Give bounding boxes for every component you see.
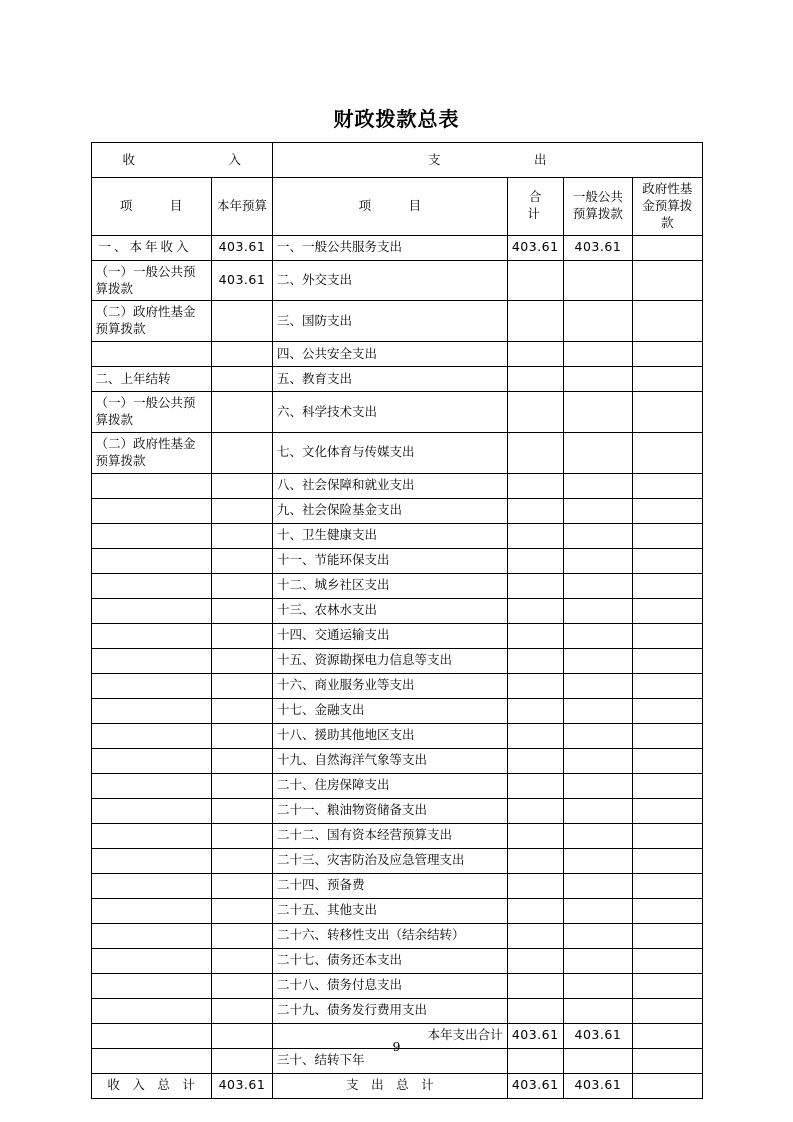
expenditure-fund	[633, 548, 702, 573]
expenditure-item-label: 二十九、债务发行费用支出	[273, 998, 508, 1023]
table-column-header-row	[91, 178, 702, 236]
expenditure-fund	[633, 573, 702, 598]
income-item-label: （二）政府性基金预算拨款	[91, 301, 211, 342]
expenditure-fund	[633, 342, 702, 367]
expenditure-total	[507, 573, 563, 598]
expenditure-general	[563, 260, 632, 301]
income-item-value	[211, 648, 272, 673]
expenditure-general	[563, 673, 632, 698]
income-item-label: 一、本年收入	[91, 235, 211, 260]
col-header-income-year-budget: 本年预算	[211, 178, 272, 236]
table-row	[91, 898, 702, 923]
expenditure-general	[563, 873, 632, 898]
expenditure-item-label: 四、公共安全支出	[273, 342, 508, 367]
group-header-expenditure: 支 出	[273, 143, 702, 178]
expenditure-general	[563, 523, 632, 548]
table-row	[91, 723, 702, 748]
expenditure-fund	[633, 998, 702, 1023]
col-header-exp-gov-fund: 政府性基金预算拨款	[633, 178, 702, 236]
expenditure-item-label: 二十六、转移性支出（结余结转）	[273, 923, 508, 948]
expenditure-general	[563, 698, 632, 723]
carryover-label: 三十、结转下年	[273, 1048, 508, 1073]
table-row	[91, 748, 702, 773]
subtotal-total: 403.61	[507, 1023, 563, 1048]
expenditure-item-label: 十九、自然海洋气象等支出	[273, 748, 508, 773]
table-row	[91, 823, 702, 848]
income-item-label	[91, 498, 211, 523]
table-row	[91, 673, 702, 698]
expenditure-grand-total: 403.61	[507, 1073, 563, 1098]
expenditure-general	[563, 848, 632, 873]
income-item-label	[91, 673, 211, 698]
expenditure-fund	[633, 948, 702, 973]
income-item-label	[91, 748, 211, 773]
expenditure-general	[563, 301, 632, 342]
income-item-label	[91, 973, 211, 998]
expenditure-fund	[633, 773, 702, 798]
income-item-value: 403.61	[211, 235, 272, 260]
table-row	[91, 498, 702, 523]
expenditure-total: 403.61	[507, 235, 563, 260]
expenditure-item-label: 七、文化体育与传媒支出	[273, 432, 508, 473]
expenditure-fund	[633, 923, 702, 948]
expenditure-fund	[633, 392, 702, 433]
expenditure-fund	[633, 473, 702, 498]
income-item-value: 403.61	[211, 260, 272, 301]
table-total-row	[91, 1073, 702, 1098]
expenditure-grand-general: 403.61	[563, 1073, 632, 1098]
expenditure-total	[507, 923, 563, 948]
income-total-value: 403.61	[211, 1073, 272, 1098]
expenditure-total	[507, 260, 563, 301]
table-row	[91, 432, 702, 473]
expenditure-item-label: 三、国防支出	[273, 301, 508, 342]
expenditure-item-label: 十三、农林水支出	[273, 598, 508, 623]
expenditure-total	[507, 748, 563, 773]
table-row	[91, 573, 702, 598]
expenditure-total	[507, 498, 563, 523]
table-row	[91, 923, 702, 948]
income-item-label	[91, 698, 211, 723]
income-item-value	[211, 698, 272, 723]
expenditure-total	[507, 798, 563, 823]
expenditure-general	[563, 392, 632, 433]
expenditure-general	[563, 723, 632, 748]
table-row	[91, 235, 702, 260]
expenditure-item-label: 十六、商业服务业等支出	[273, 673, 508, 698]
expenditure-fund	[633, 498, 702, 523]
table-row	[91, 623, 702, 648]
expenditure-general	[563, 473, 632, 498]
col-header-exp-general-public: 一般公共预算拨款	[563, 178, 632, 236]
expenditure-total	[507, 823, 563, 848]
expenditure-total	[507, 948, 563, 973]
table-row	[91, 848, 702, 873]
expenditure-fund	[633, 898, 702, 923]
expenditure-total	[507, 848, 563, 873]
expenditure-fund	[633, 623, 702, 648]
income-item-value	[211, 898, 272, 923]
income-item-label	[91, 948, 211, 973]
income-item-value	[211, 573, 272, 598]
income-item-value	[211, 748, 272, 773]
expenditure-total	[507, 473, 563, 498]
expenditure-general	[563, 342, 632, 367]
expenditure-fund	[633, 673, 702, 698]
table-row	[91, 367, 702, 392]
income-item-label	[91, 523, 211, 548]
income-item-label	[91, 798, 211, 823]
table-row	[91, 698, 702, 723]
table-row	[91, 473, 702, 498]
expenditure-fund	[633, 598, 702, 623]
expenditure-general	[563, 648, 632, 673]
expenditure-general	[563, 623, 632, 648]
expenditure-fund	[633, 523, 702, 548]
table-row	[91, 648, 702, 673]
income-item-label	[91, 548, 211, 573]
expenditure-total	[507, 773, 563, 798]
expenditure-total	[507, 432, 563, 473]
income-item-label	[91, 773, 211, 798]
table-row	[91, 392, 702, 433]
income-item-value	[211, 623, 272, 648]
expenditure-fund	[633, 698, 702, 723]
income-item-value	[211, 948, 272, 973]
page-number: 9	[392, 1039, 401, 1054]
income-item-value	[211, 848, 272, 873]
expenditure-total	[507, 598, 563, 623]
expenditure-fund	[633, 823, 702, 848]
expenditure-item-label: 十七、金融支出	[273, 698, 508, 723]
expenditure-general: 403.61	[563, 235, 632, 260]
income-item-value	[211, 523, 272, 548]
income-item-value	[211, 998, 272, 1023]
expenditure-item-label: 一、一般公共服务支出	[273, 235, 508, 260]
expenditure-fund	[633, 873, 702, 898]
expenditure-general	[563, 598, 632, 623]
income-item-value	[211, 392, 272, 433]
income-item-value	[211, 723, 272, 748]
col-header-exp-total: 合 计	[507, 178, 563, 236]
expenditure-item-label: 二十一、粮油物资储备支出	[273, 798, 508, 823]
income-item-value	[211, 367, 272, 392]
expenditure-general	[563, 748, 632, 773]
expenditure-total	[507, 523, 563, 548]
expenditure-item-label: 十八、援助其他地区支出	[273, 723, 508, 748]
income-item-value	[211, 301, 272, 342]
income-item-label	[91, 923, 211, 948]
expenditure-fund	[633, 235, 702, 260]
income-item-label	[91, 473, 211, 498]
expenditure-total	[507, 392, 563, 433]
expenditure-fund	[633, 723, 702, 748]
table-row	[91, 973, 702, 998]
page-title: 财政拨款总表	[333, 107, 460, 131]
income-item-label: （一）一般公共预算拨款	[91, 392, 211, 433]
group-header-income: 收 入	[91, 143, 273, 178]
table-row	[91, 523, 702, 548]
income-item-label	[91, 342, 211, 367]
expenditure-fund	[633, 432, 702, 473]
table-row	[91, 948, 702, 973]
expenditure-item-label: 二十七、债务还本支出	[273, 948, 508, 973]
table-row	[91, 873, 702, 898]
expenditure-total	[507, 723, 563, 748]
income-item-label: 二、上年结转	[91, 367, 211, 392]
expenditure-item-label: 六、科学技术支出	[273, 392, 508, 433]
financial-appropriation-table	[91, 142, 703, 1099]
expenditure-item-label: 十四、交通运输支出	[273, 623, 508, 648]
expenditure-item-label: 八、社会保障和就业支出	[273, 473, 508, 498]
income-item-label	[91, 823, 211, 848]
income-item-label	[91, 898, 211, 923]
income-item-value	[211, 473, 272, 498]
income-item-label	[91, 598, 211, 623]
expenditure-fund	[633, 648, 702, 673]
income-total-label: 收 入 总 计	[91, 1073, 211, 1098]
expenditure-item-label: 二十四、预备费	[273, 873, 508, 898]
table-row	[91, 598, 702, 623]
expenditure-general	[563, 998, 632, 1023]
expenditure-general	[563, 923, 632, 948]
expenditure-item-label: 二十、住房保障支出	[273, 773, 508, 798]
income-item-value	[211, 673, 272, 698]
table-row	[91, 798, 702, 823]
income-item-value	[211, 773, 272, 798]
income-item-value	[211, 873, 272, 898]
expenditure-total	[507, 998, 563, 1023]
expenditure-general	[563, 898, 632, 923]
income-item-label	[91, 998, 211, 1023]
income-item-value	[211, 823, 272, 848]
expenditure-total	[507, 698, 563, 723]
income-item-label	[91, 623, 211, 648]
expenditure-item-label: 五、教育支出	[273, 367, 508, 392]
income-item-label	[91, 648, 211, 673]
expenditure-total	[507, 367, 563, 392]
expenditure-total	[507, 342, 563, 367]
expenditure-total	[507, 898, 563, 923]
col-header-exp-item: 项 目	[273, 178, 508, 236]
expenditure-fund	[633, 748, 702, 773]
income-item-label	[91, 848, 211, 873]
expenditure-fund	[633, 301, 702, 342]
col-header-income-item: 项 目	[91, 178, 211, 236]
expenditure-item-label: 二、外交支出	[273, 260, 508, 301]
expenditure-general	[563, 798, 632, 823]
expenditure-general	[563, 573, 632, 598]
expenditure-total	[507, 623, 563, 648]
expenditure-total-label: 支 出 总 计	[273, 1073, 508, 1098]
table-group-header-row	[91, 143, 702, 178]
subtotal-general: 403.61	[563, 1023, 632, 1048]
expenditure-general	[563, 773, 632, 798]
expenditure-total	[507, 648, 563, 673]
income-item-value	[211, 923, 272, 948]
expenditure-item-label: 十二、城乡社区支出	[273, 573, 508, 598]
income-item-label: （一）一般公共预算拨款	[91, 260, 211, 301]
table-row	[91, 773, 702, 798]
table-row	[91, 548, 702, 573]
expenditure-item-label: 十五、资源勘探电力信息等支出	[273, 648, 508, 673]
expenditure-item-label: 九、社会保险基金支出	[273, 498, 508, 523]
expenditure-total	[507, 548, 563, 573]
income-item-value	[211, 432, 272, 473]
subtotal-label: 本年支出合计	[273, 1023, 508, 1048]
table-row	[91, 342, 702, 367]
income-item-label: （二）政府性基金预算拨款	[91, 432, 211, 473]
income-item-label	[91, 873, 211, 898]
income-item-value	[211, 548, 272, 573]
expenditure-total	[507, 301, 563, 342]
table-row	[91, 998, 702, 1023]
income-item-value	[211, 598, 272, 623]
expenditure-item-label: 二十八、债务付息支出	[273, 973, 508, 998]
expenditure-item-label: 十、卫生健康支出	[273, 523, 508, 548]
expenditure-item-label: 十一、节能环保支出	[273, 548, 508, 573]
income-item-label	[91, 723, 211, 748]
expenditure-total	[507, 973, 563, 998]
income-item-label	[91, 573, 211, 598]
expenditure-general	[563, 948, 632, 973]
income-item-value	[211, 498, 272, 523]
expenditure-general	[563, 498, 632, 523]
expenditure-general	[563, 367, 632, 392]
expenditure-fund	[633, 260, 702, 301]
income-item-value	[211, 973, 272, 998]
expenditure-fund	[633, 848, 702, 873]
expenditure-total	[507, 673, 563, 698]
table-row	[91, 260, 702, 301]
expenditure-general	[563, 432, 632, 473]
income-item-value	[211, 342, 272, 367]
expenditure-general	[563, 973, 632, 998]
expenditure-total	[507, 873, 563, 898]
expenditure-item-label: 二十五、其他支出	[273, 898, 508, 923]
expenditure-item-label: 二十二、国有资本经营预算支出	[273, 823, 508, 848]
table-row	[91, 301, 702, 342]
expenditure-general	[563, 548, 632, 573]
expenditure-item-label: 二十三、灾害防治及应急管理支出	[273, 848, 508, 873]
expenditure-grand-fund	[633, 1073, 702, 1098]
expenditure-general	[563, 823, 632, 848]
expenditure-fund	[633, 798, 702, 823]
expenditure-fund	[633, 973, 702, 998]
income-item-value	[211, 798, 272, 823]
expenditure-fund	[633, 367, 702, 392]
